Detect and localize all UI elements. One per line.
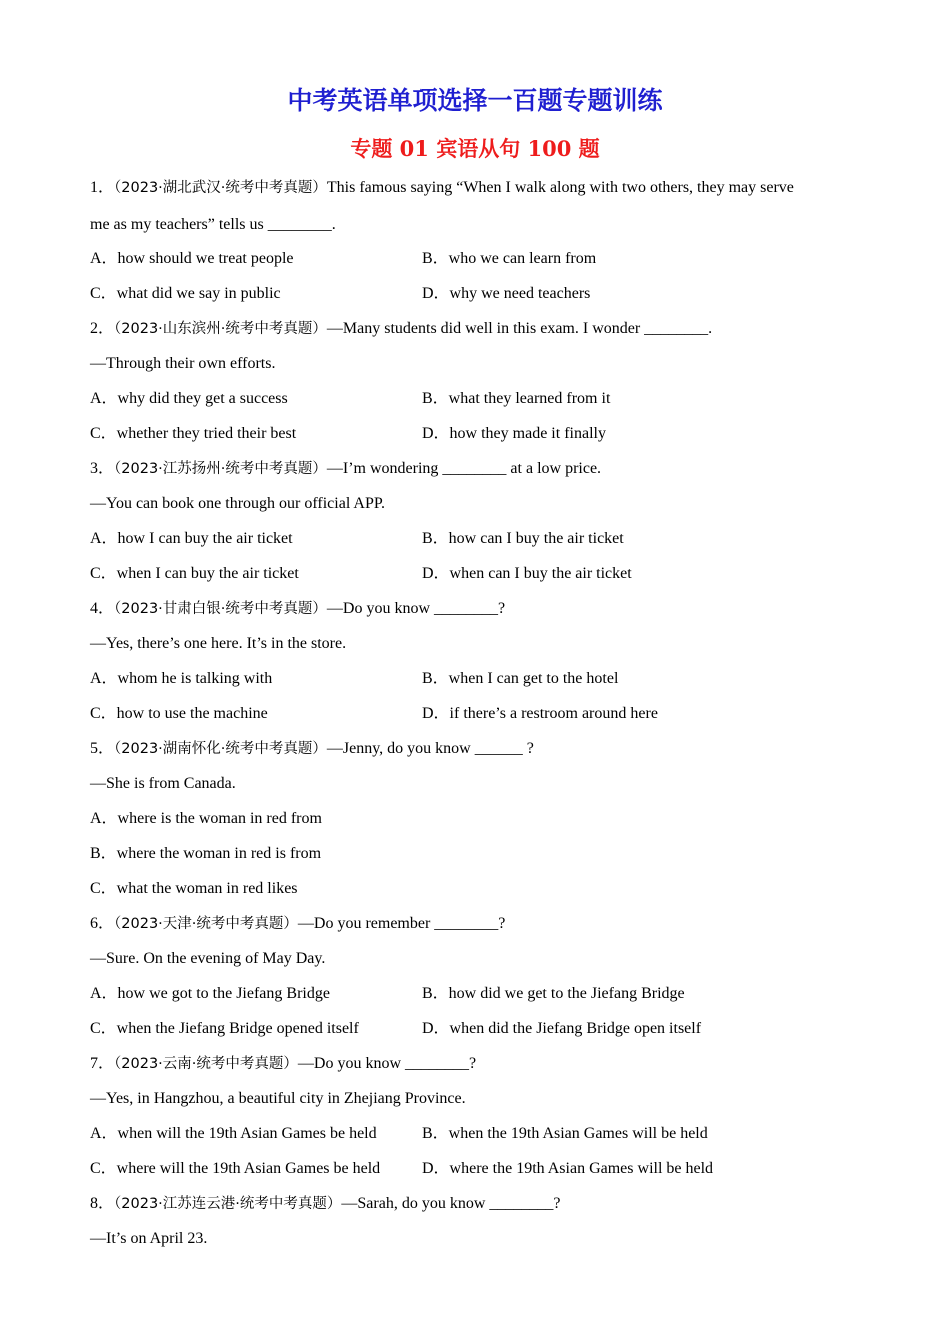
question-6-option-a: A．how we got to the Jiefang Bridge	[90, 985, 330, 1002]
page-subtitle: 专题 01 宾语从句 100 题	[350, 136, 600, 161]
question-5-option-b: B．where the woman in red is from	[90, 845, 322, 862]
question-2-option-c: C．whether they tried their best	[90, 425, 297, 442]
question-6-option-d: D．when did the Jiefang Bridge open itself	[422, 1020, 702, 1037]
question-4-option-a: A．whom he is talking with	[90, 670, 273, 687]
question-4-option-b: B．when I can get to the hotel	[422, 670, 619, 687]
question-2-option-d: D．how they made it finally	[422, 425, 606, 442]
question-4-stem: 4．（2023·甘肃白银·统考中考真题）—Do you know ________?	[90, 600, 506, 617]
question-7-option-c: C．where will the 19th Asian Games be held	[90, 1160, 381, 1177]
question-3-stem: 3．（2023·江苏扬州·统考中考真题）—I’m wondering ________ at a low price.	[90, 460, 602, 477]
question-5-stem: 5．（2023·湖南怀化·统考中考真题）—Jenny, do you know ______ ?	[90, 740, 534, 757]
question-8-stem: 8．（2023·江苏连云港·统考中考真题）—Sarah, do you know ________?	[90, 1195, 561, 1212]
question-7-option-a: A．when will the 19th Asian Games be held	[90, 1125, 377, 1142]
question-7-reply: —Yes, in Hangzhou, a beautiful city in Zhejiang Province.	[90, 1090, 466, 1107]
question-3-option-b: B．how can I buy the air ticket	[422, 530, 624, 547]
question-7-stem: 7．（2023·云南·统考中考真题）—Do you know ________?	[90, 1055, 477, 1072]
question-2-option-a: A．why did they get a success	[90, 390, 288, 407]
question-5-reply: —She is from Canada.	[90, 775, 236, 792]
question-8-reply: —It’s on April 23.	[90, 1230, 208, 1247]
question-3-option-a: A．how I can buy the air ticket	[90, 530, 293, 547]
question-2-stem: 2．（2023·山东滨州·统考中考真题）—Many students did well in this exam. I wonder ________.	[90, 320, 713, 337]
question-5-option-c: C．what the woman in red likes	[90, 880, 298, 897]
question-1-option-c: C．what did we say in public	[90, 285, 281, 302]
question-1-stem-continued: me as my teachers” tells us ________.	[90, 216, 336, 233]
question-6-reply: —Sure. On the evening of May Day.	[90, 950, 326, 967]
question-1-option-d: D．why we need teachers	[422, 285, 591, 302]
question-3-option-d: D．when can I buy the air ticket	[422, 565, 632, 582]
question-6-option-b: B．how did we get to the Jiefang Bridge	[422, 985, 685, 1002]
question-2-reply: —Through their own efforts.	[90, 355, 276, 372]
question-2-option-b: B．what they learned from it	[422, 390, 611, 407]
page-title: 中考英语单项选择一百题专题训练	[287, 86, 663, 115]
question-1-option-a: A．how should we treat people	[90, 250, 294, 267]
question-7-option-d: D．where the 19th Asian Games will be held	[422, 1160, 714, 1177]
question-6-stem: 6．（2023·天津·统考中考真题）—Do you remember ________?	[90, 915, 506, 932]
question-1-stem: 1．（2023·湖北武汉·统考中考真题）This famous saying “When I walk along with two others, they may serve	[90, 179, 794, 196]
question-1-option-b: B．who we can learn from	[422, 250, 597, 267]
question-5-option-a: A．where is the woman in red from	[90, 810, 322, 827]
question-7-option-b: B．when the 19th Asian Games will be held	[422, 1125, 708, 1142]
question-4-option-c: C．how to use the machine	[90, 705, 268, 722]
question-4-reply: —Yes, there’s one here. It’s in the store.	[90, 635, 347, 652]
question-3-reply: —You can book one through our official APP.	[90, 495, 385, 512]
question-4-option-d: D．if there’s a restroom around here	[422, 705, 658, 722]
question-3-option-c: C．when I can buy the air ticket	[90, 565, 299, 582]
question-6-option-c: C．when the Jiefang Bridge opened itself	[90, 1020, 359, 1037]
